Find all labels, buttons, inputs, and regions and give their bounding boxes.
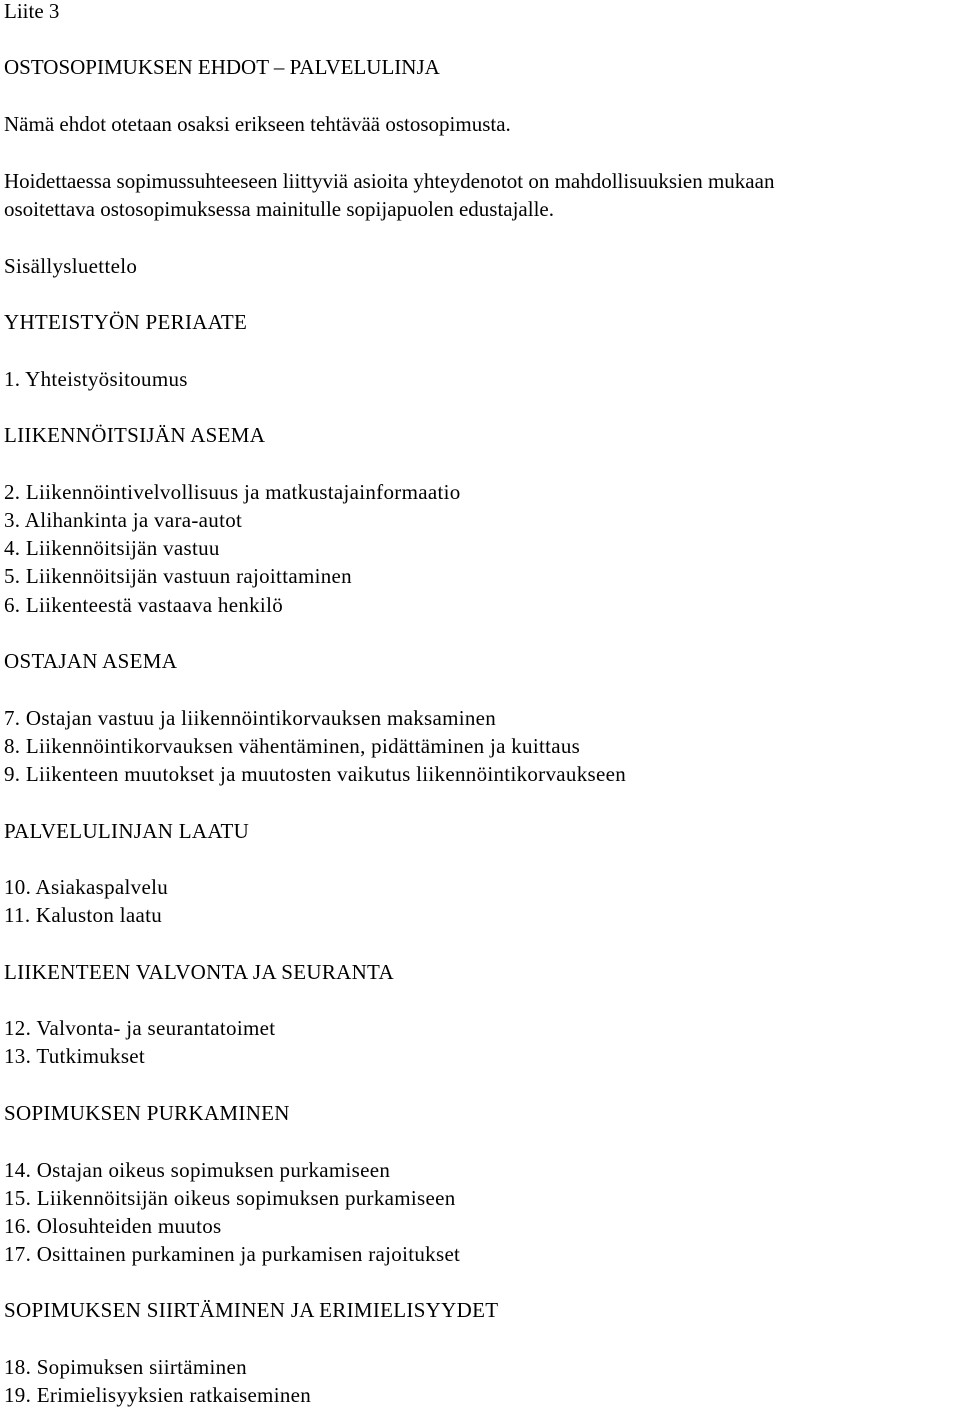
toc-section-heading: LIIKENNÖITSIJÄN ASEMA [4, 423, 266, 447]
contact-text-line-1: Hoidettaessa sopimussuhteeseen liittyviä asioita yhteydenotot on mahdollisuuksien mukaan [4, 169, 775, 193]
toc-item: 8. Liikennöintikorvauksen vähentäminen, pidättäminen ja kuittaus [4, 734, 581, 758]
toc-item: 10. Asiakaspalvelu [4, 875, 169, 899]
toc-item: 12. Valvonta- ja seurantatoimet [4, 1016, 276, 1040]
toc-item: 19. Erimielisyyksien ratkaiseminen [4, 1383, 312, 1407]
toc-item: 17. Osittainen purkaminen ja purkamisen rajoitukset [4, 1242, 461, 1266]
toc-item: 3. Alihankinta ja vara-autot [4, 508, 243, 532]
toc-item: 7. Ostajan vastuu ja liikennöintikorvauksen maksaminen [4, 706, 497, 730]
toc-section-heading: PALVELULINJAN LAATU [4, 819, 250, 843]
document-title: OSTOSOPIMUKSEN EHDOT – PALVELULINJA [4, 55, 440, 79]
toc-item: 2. Liikennöintivelvollisuus ja matkustajainformaatio [4, 480, 461, 504]
toc-item: 4. Liikennöitsijän vastuu [4, 536, 220, 560]
toc-section-heading: OSTAJAN ASEMA [4, 649, 178, 673]
toc-item: 5. Liikennöitsijän vastuun rajoittaminen [4, 564, 352, 588]
contact-text-line-2: osoitettava ostosopimuksessa mainitulle sopijapuolen edustajalle. [4, 197, 554, 221]
toc-item: 11. Kaluston laatu [4, 903, 163, 927]
toc-item: 18. Sopimuksen siirtäminen [4, 1355, 247, 1379]
toc-item: 15. Liikennöitsijän oikeus sopimuksen purkamiseen [4, 1186, 456, 1210]
attachment-label: Liite 3 [4, 0, 60, 23]
toc-item: 14. Ostajan oikeus sopimuksen purkamiseen [4, 1158, 391, 1182]
toc-item: 6. Liikenteestä vastaava henkilö [4, 593, 284, 617]
toc-section-heading: SOPIMUKSEN SIIRTÄMINEN JA ERIMIELISYYDET [4, 1298, 499, 1322]
toc-section-heading: SOPIMUKSEN PURKAMINEN [4, 1101, 290, 1125]
toc-item: 13. Tutkimukset [4, 1044, 146, 1068]
toc-section-heading: YHTEISTYÖN PERIAATE [4, 310, 248, 334]
toc-heading: Sisällysluettelo [4, 254, 138, 278]
toc-item: 9. Liikenteen muutokset ja muutosten vaikutus liikennöintikorvaukseen [4, 762, 627, 786]
toc-item: 16. Olosuhteiden muutos [4, 1214, 222, 1238]
toc-item: 1. Yhteistyösitoumus [4, 367, 188, 391]
intro-text: Nämä ehdot otetaan osaksi erikseen tehtävää ostosopimusta. [4, 112, 511, 136]
toc-section-heading: LIIKENTEEN VALVONTA JA SEURANTA [4, 960, 394, 984]
